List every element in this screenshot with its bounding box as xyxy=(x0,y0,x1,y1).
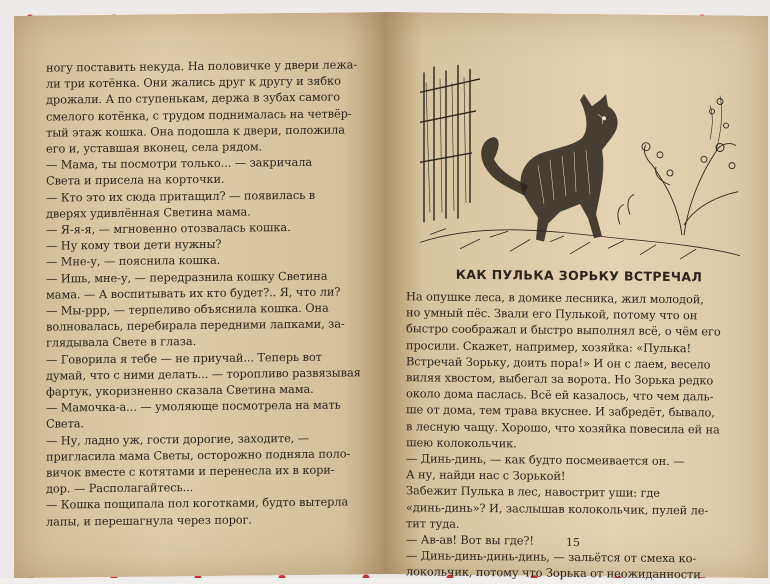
text-line: На опушке леса, в домике лесника, жил молодой, xyxy=(406,289,704,307)
text-line: быстро соображал и быстро выполнял всё, о чём его xyxy=(406,321,721,339)
text-line: дверях удивлённая Светина мама. xyxy=(46,204,251,221)
text-line: — Кошка пощипала пол коготками, будто вытерла xyxy=(46,494,349,513)
text-line: Света. xyxy=(46,416,84,432)
story-heading: КАК ПУЛЬКА ЗОРЬКУ ВСТРЕЧАЛ xyxy=(455,266,703,285)
text-line: — Ишь, мне-у, — передразнила кошку Светина xyxy=(46,268,328,286)
text-line: думай, что с ними делать... — торопливо развязывая xyxy=(46,365,361,383)
text-line: — Мы-ррр, — терпеливо объяснила кошка. Она xyxy=(46,300,329,318)
page-number: 15 xyxy=(566,535,580,550)
text-line: в лесную чащу. Хорошо, что хозяйка повесила ей на xyxy=(406,418,720,437)
text-line: глядывала Свете в глаза. xyxy=(46,334,197,351)
text-line: — Ну кому твои дети нужны? xyxy=(46,237,222,253)
text-line: — Динь-динь-динь-динь, — зальётся от смеха ко- xyxy=(406,548,697,566)
text-line: — Ав-ав! Вот вы где?! xyxy=(406,532,534,548)
text-line: — Мне-у, — пояснила кошка. xyxy=(46,253,221,270)
text-line: вичок вместе с котятами и перенесла их в кори- xyxy=(46,462,335,480)
text-line: локольчик, потому что Зорька от неожиданности xyxy=(406,564,701,582)
text-line: Света и присела на корточки. xyxy=(46,172,225,189)
text-line: — Мамочка-а... — умоляюще посмотрела на мать xyxy=(46,397,341,415)
text-line: А ну, найди нас с Зорькой! xyxy=(406,467,566,484)
text-line: лапы, и перешагнула через порог. xyxy=(46,512,252,529)
text-line: тый этаж кошка. Она подошла к двери, положила xyxy=(46,122,345,140)
text-line: просили. Скажет, например, хозяйка: «Пулька! xyxy=(406,337,691,355)
text-line: — Я-я-я, — мгновенно отозвалась кошка. xyxy=(46,220,291,237)
text-line: «динь-динь»? И, заслышав колокольчик, пулей ле- xyxy=(406,499,709,518)
text-line: шею колокольчик. xyxy=(406,435,517,451)
text-line: мама. — А воспитывать их кто будет?.. Я, что ли? xyxy=(46,284,341,302)
text-line: тит туда. xyxy=(406,516,460,531)
text-line: — Динь-динь, — как будто посмеивается он. — xyxy=(406,451,685,469)
right-page xyxy=(384,12,768,582)
text-line: дрожали. А по ступенькам, держа в зубах самого xyxy=(46,89,341,108)
text-line: смелого котёнка, с трудом поднималась на четвёр- xyxy=(46,106,352,124)
text-line: — Мама, ты посмотри только... — закричала xyxy=(46,155,313,172)
dog-ink-drawing-icon xyxy=(420,52,740,260)
text-line: около дома паслась. Всё ей казалось, что чем даль- xyxy=(406,386,714,404)
text-line: ше от дома, тем трава вкуснее. И забредёт, бывало, xyxy=(406,402,715,420)
text-line: его и, уставшая вконец, села рядом. xyxy=(46,139,263,156)
text-line: Забежит Пулька в лес, навострит уши: где xyxy=(406,483,660,501)
open-book xyxy=(14,14,768,582)
text-line: — Ну, ладно уж, гости дорогие, заходите, — xyxy=(46,430,310,448)
text-line: виляя хвостом, выбегал за ворота. Но Зорька редко xyxy=(406,370,714,388)
text-line: пригласила мама Светы, осторожно подняла поло- xyxy=(46,446,351,464)
text-line: ли три котёнка. Они жались друг к другу и зябко xyxy=(46,73,341,91)
text-line: — Говорила я тебе — не приучай... Теперь вот xyxy=(46,349,322,367)
text-line: фартук, укоризненно сказала Светина мама. xyxy=(46,381,314,399)
text-line: Встречай Зорьку, доить пора!» И он с лаем, весело xyxy=(406,354,711,372)
left-page xyxy=(14,12,388,578)
text-line: волновалась, перебирала передними лапками, за- xyxy=(46,316,345,334)
text-line: — Кто это их сюда притащил? — появилась в xyxy=(46,187,316,205)
text-line: но умный пёс. Звали его Пулькой, потому что он xyxy=(406,305,698,323)
text-line: дор. — Располагайтесь... xyxy=(46,480,194,496)
left-page-text xyxy=(46,56,364,529)
text-line: ногу поставить некуда. На половичке у двери лежа- xyxy=(46,57,358,75)
